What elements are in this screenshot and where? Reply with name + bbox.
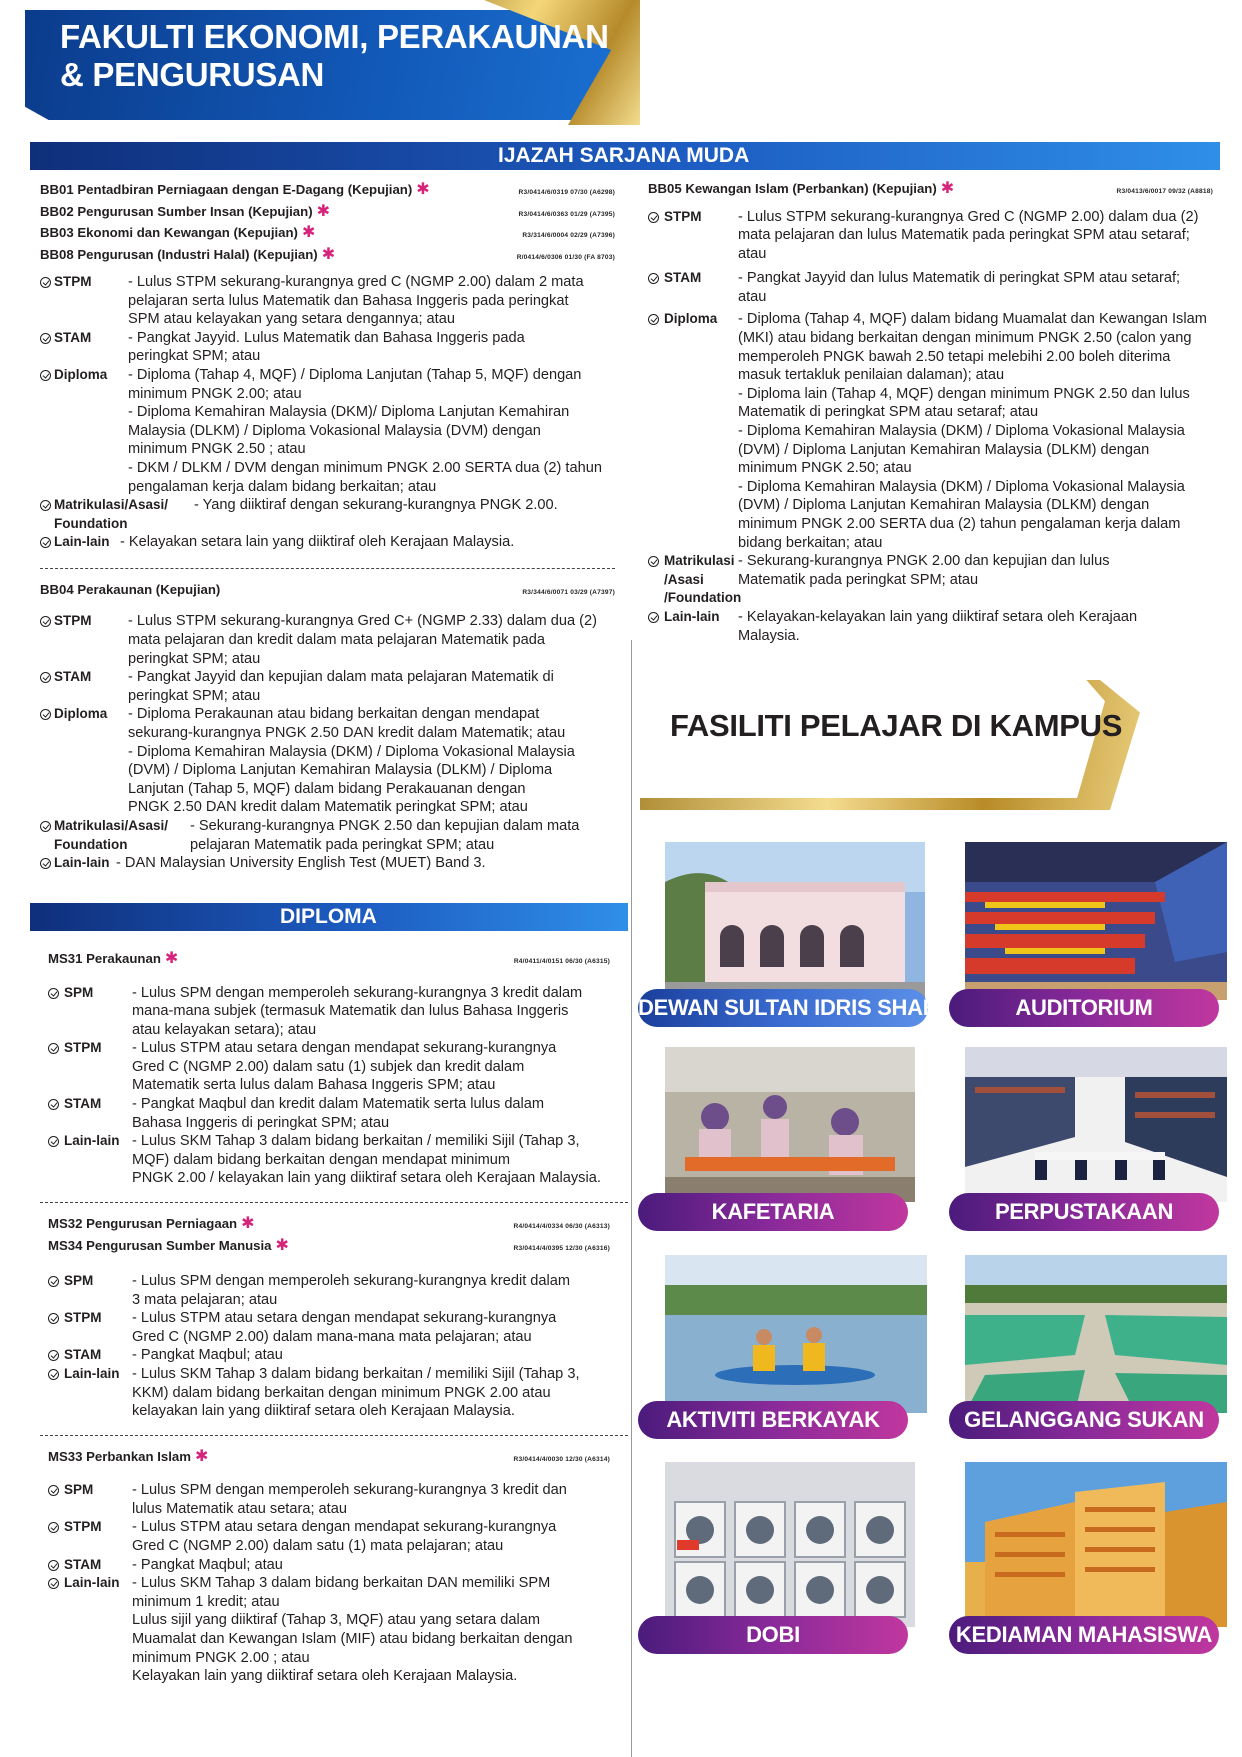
diploma-column — [48, 950, 628, 1686]
facility-label-auditorium: AUDITORIUM — [949, 989, 1219, 1027]
facility-label-sports-court: GELANGGANG SUKAN — [949, 1401, 1219, 1439]
check-icon — [40, 370, 51, 381]
divider — [40, 568, 615, 569]
requirement-row: Matrikulasi /Asasi /Foundation - Sekurang-kurangnya PNGK 2.00 dan kepujian dan lulus Matematik pada peringkat SPM; atau — [648, 552, 1213, 608]
requirement-row: SPM - Lulus SPM dengan memperoleh sekurang-kurangnya kredit dalam 3 mata pelajaran; atau — [48, 1272, 628, 1309]
check-icon — [40, 500, 51, 511]
faculty-banner — [0, 0, 640, 130]
check-icon — [40, 616, 51, 627]
check-icon — [648, 314, 659, 325]
program-header: MS31 Perakaunan ✱ R4/0411/4/0151 06/30 (A6315) — [48, 950, 610, 967]
residence-photo — [965, 1462, 1227, 1627]
ijazah-section-title: IJAZAH SARJANA MUDA — [498, 144, 750, 167]
program-header: MS32 Pengurusan Perniagaan ✱ R4/0414/4/0334 06/30 (A6313) — [48, 1215, 610, 1233]
divider — [40, 1435, 628, 1436]
requirement-row: STPM - Lulus STPM sekurang-kurangnya gred C (NGMP 2.00) dalam 2 mata pelajaran serta lulus Matematik dan Bahasa Inggeris pada peringkat SPM atau kelayakan yang setara dengannya; atau — [40, 273, 615, 329]
check-icon — [48, 1313, 59, 1324]
check-icon — [48, 1578, 59, 1589]
check-icon — [648, 212, 659, 223]
program-group-bb01 — [40, 181, 615, 552]
column-divider — [631, 640, 632, 1757]
check-icon — [48, 1522, 59, 1533]
requirement-row: SPM - Lulus SPM dengan memperoleh sekurang-kurangnya 3 kredit dalam mana-mana subjek (termasuk Matematik dan lulus Bahasa Inggeris atau kelayakan setara); atau — [48, 984, 628, 1040]
check-icon — [648, 612, 659, 623]
requirement-row: Lain-lain - Lulus SKM Tahap 3 dalam bidang berkaitan / memiliki Sijil (Tahap 3, KKM) dalam bidang berkaitan dengan minimum PNGK 2.00 atau kelayakan lain yang diiktiraf setara oleh Kerajaan Malaysia. — [48, 1365, 628, 1421]
check-icon — [40, 709, 51, 720]
check-icon — [48, 1136, 59, 1147]
program-header: BB05 Kewangan Islam (Perbankan) (Kepujian) ✱ R3/0413/6/0017 09/32 (A8818) — [648, 180, 1213, 197]
facility-label-library: PERPUSTAKAAN — [949, 1193, 1219, 1231]
check-icon — [40, 277, 51, 288]
check-icon — [48, 1485, 59, 1496]
requirement-row: STAM - Pangkat Maqbul dan kredit dalam Matematik serta lulus dalam Bahasa Inggeris di peringkat SPM; atau — [48, 1095, 628, 1132]
check-icon — [40, 333, 51, 344]
facilities-title: FASILITI PELAJAR DI KAMPUS — [670, 708, 1123, 743]
requirement-row: Lain-lain - Kelayakan-kelayakan lain yang diiktiraf setara oleh Kerajaan Malaysia. — [648, 608, 1213, 645]
hall-photo — [665, 842, 925, 1000]
requirement-row: Lain-lain - DAN Malaysian University English Test (MUET) Band 3. — [40, 854, 615, 873]
left-column — [40, 181, 615, 873]
facility-label-cafeteria: KAFETARIA — [638, 1193, 908, 1231]
right-column — [648, 180, 1213, 645]
requirement-row: Lain-lain - Lulus SKM Tahap 3 dalam bidang berkaitan DAN memiliki SPM minimum 1 kredit; atau Lulus sijil yang diiktiraf (Tahap 3, MQF) atau yang setara dalam Muamalat dan Kewangan Islam (MIF) atau bidang berkaitan dengan minimum PNGK 2.00 ; atau Kelayakan lain yang diiktiraf setara oleh Kerajaan Malaysia. — [48, 1574, 628, 1686]
check-icon — [48, 1043, 59, 1054]
check-icon — [40, 537, 51, 548]
check-icon — [40, 858, 51, 869]
requirement-row: Lain-lain - Lulus SKM Tahap 3 dalam bidang berkaitan / memiliki Sijil (Tahap 3, MQF) dalam bidang berkaitan dengan mendapat minimum PNGK 2.00 / kelayakan lain yang diiktiraf setara oleh Kerajaan Malaysia. — [48, 1132, 628, 1188]
requirement-row: Diploma - Diploma (Tahap 4, MQF) / Diploma Lanjutan (Tahap 5, MQF) dengan minimum PNGK 2.00; atau - Diploma Kemahiran Malaysia (DKM)/ Diploma Lanjutan Kemahiran Malaysia (DLKM) / Diploma Vokasional Malaysia (DVM) dengan minimum PNGK 2.50 ; atau - DKM / DLKM / DVM dengan minimum PNGK 2.00 SERTA dua (2) tahun pengalaman kerja dalam bidang berkaitan; atau — [40, 366, 615, 496]
requirement-row: STAM - Pangkat Jayyid. Lulus Matematik dan Bahasa Inggeris pada peringkat SPM; atau — [40, 329, 615, 366]
check-icon — [40, 672, 51, 683]
requirement-row: STAM - Pangkat Maqbul; atau — [48, 1556, 628, 1575]
program-header: BB08 Pengurusan (Industri Halal) (Kepujian) ✱ R/0414/6/0306 01/30 (FA 8703) — [40, 245, 615, 263]
requirement-row: Diploma - Diploma Perakaunan atau bidang berkaitan dengan mendapat sekurang-kurangnya PNGK 2.50 DAN kredit dalam Matematik; atau - Diploma Kemahiran Malaysia (DKM) / Diploma Vokasional Malaysia (DVM) / Diploma Lanjutan Kemahiran Malaysia (DLKM) / Diploma Lanjutan (Tahap 5, MQF) dalam bidang Perakauanan dengan PNGK 2.50 DAN kredit dalam Matematik peringkat SPM; atau — [40, 705, 615, 817]
check-icon — [648, 273, 659, 284]
requirement-row: STPM - Lulus STPM sekurang-kurangnya Gred C+ (NGMP 2.33) dalam dua (2) mata pelajaran dan kredit dalam mata pelajaran Matematik pada peringkat SPM; atau — [40, 612, 615, 668]
program-header: BB01 Pentadbiran Perniagaan dengan E-Dagang (Kepujian) ✱ R3/0414/6/0319 07/30 (A6298) — [40, 181, 615, 198]
requirement-row: STPM - Lulus STPM atau setara dengan mendapat sekurang-kurangnya Gred C (NGMP 2.00) dalam satu (1) subjek dan kredit dalam Matematik serta lulus dalam Bahasa Inggeris SPM; atau — [48, 1039, 628, 1095]
program-ms33 — [48, 1448, 628, 1686]
check-icon — [48, 1350, 59, 1361]
requirement-row: SPM - Lulus SPM dengan memperoleh sekurang-kurangnya 3 kredit dan lulus Matematik atau setara; atau — [48, 1481, 628, 1518]
facility-label-kayak: AKTIVITI BERKAYAK — [638, 1401, 908, 1439]
requirement-row: STPM - Lulus STPM sekurang-kurangnya Gred C (NGMP 2.00) dalam dua (2) mata pelajaran dan lulus Matematik pada peringkat SPM atau setaraf; atau — [648, 208, 1213, 264]
program-header: MS34 Pengurusan Sumber Manusia ✱ R3/0414/4/0395 12/30 (A6316) — [48, 1236, 610, 1254]
check-icon — [648, 556, 659, 567]
program-bb04 — [40, 581, 615, 873]
auditorium-photo — [965, 842, 1227, 1000]
check-icon — [48, 1099, 59, 1110]
facility-label-laundry: DOBI — [638, 1616, 908, 1654]
facility-label-hall: DEWAN SULTAN IDRIS SHAH — [638, 989, 928, 1027]
check-icon — [40, 821, 51, 832]
facility-label-residence: KEDIAMAN MAHASISWA — [949, 1616, 1219, 1654]
check-icon — [48, 1276, 59, 1287]
facilities-banner — [640, 680, 1140, 810]
requirement-row: STPM - Lulus STPM atau setara dengan mendapat sekurang-kurangnya Gred C (NGMP 2.00) dalam mana-mana mata pelajaran; atau — [48, 1309, 628, 1346]
kayak-photo — [665, 1255, 927, 1413]
program-header: MS33 Perbankan Islam ✱ R3/0414/4/0030 12/30 (A6314) — [48, 1447, 610, 1465]
program-ms32-ms34 — [48, 1215, 628, 1421]
laundry-photo — [665, 1462, 915, 1627]
diploma-section-title: DIPLOMA — [280, 905, 377, 928]
ijazah-section-bar — [30, 142, 1220, 170]
check-icon — [48, 1560, 59, 1571]
requirement-row: Matrikulasi/Asasi/ Foundation - Yang diiktiraf dengan sekurang-kurangnya PNGK 2.00. — [40, 496, 615, 533]
check-icon — [48, 988, 59, 999]
requirement-row: Diploma - Diploma (Tahap 4, MQF) dalam bidang Muamalat dan Kewangan Islam (MKI) atau bidang berkaitan dengan minimum PNGK 2.50 (calon yang memperoleh PNGK bawah 2.50 tetapi melebihi 2.00 boleh diterima masuk tertakluk penilaian dalaman); atau - Diploma lain (Tahap 4, MQF) dengan minimum PNGK 2.50 dan lulus Matematik di peringkat SPM atau setaraf; atau - Diploma Kemahiran Malaysia (DKM) / Diploma Vokasional Malaysia (DVM) / Diploma Lanjutan Kemahiran Malaysia (DLKM) dengan minimum PNGK 2.50; atau - Diploma Kemahiran Malaysia (DKM) / Diploma Vokasional Malaysia (DVM) / Diploma Lanjutan Kemahiran Malaysia (DLKM) dengan minimum PNGK 2.00 SERTA dua (2) tahun pengalaman kerja dalam bidang berkaitan; atau — [648, 310, 1213, 552]
program-header: BB04 Perakaunan (Kepujian) R3/344/6/0071 03/29 (A7397) — [40, 581, 615, 597]
requirement-row: STAM - Pangkat Jayyid dan lulus Matematik di peringkat SPM atau setaraf; atau — [648, 269, 1213, 306]
divider — [40, 1202, 628, 1203]
faculty-title: FAKULTI EKONOMI, PERAKAUNAN & PENGURUSAN — [60, 18, 609, 93]
library-photo — [965, 1047, 1227, 1202]
requirement-row: STPM - Lulus STPM atau setara dengan mendapat sekurang-kurangnya Gred C (NGMP 2.00) dalam satu (1) mata pelajaran; atau — [48, 1518, 628, 1555]
program-header: BB02 Pengurusan Sumber Insan (Kepujian) ✱ R3/0414/6/0363 01/29 (A7395) — [40, 202, 615, 220]
diploma-section-bar — [30, 903, 628, 931]
program-ms31 — [48, 950, 628, 1188]
requirement-row: STAM - Pangkat Maqbul; atau — [48, 1346, 628, 1365]
requirement-row: Lain-lain - Kelayakan setara lain yang diiktiraf oleh Kerajaan Malaysia. — [40, 533, 615, 552]
program-header: BB03 Ekonomi dan Kewangan (Kepujian) ✱ R3/314/6/0004 02/29 (A7396) — [40, 224, 615, 241]
requirement-row: STAM - Pangkat Jayyid dan kepujian dalam mata pelajaran Matematik di peringkat SPM; atau — [40, 668, 615, 705]
requirement-row: Matrikulasi/Asasi/ Foundation - Sekurang-kurangnya PNGK 2.50 dan kepujian dalam mata pelajaran Matematik pada peringkat SPM; atau — [40, 817, 615, 854]
check-icon — [48, 1369, 59, 1380]
cafeteria-photo — [665, 1047, 915, 1202]
sports-court-photo — [965, 1255, 1227, 1413]
